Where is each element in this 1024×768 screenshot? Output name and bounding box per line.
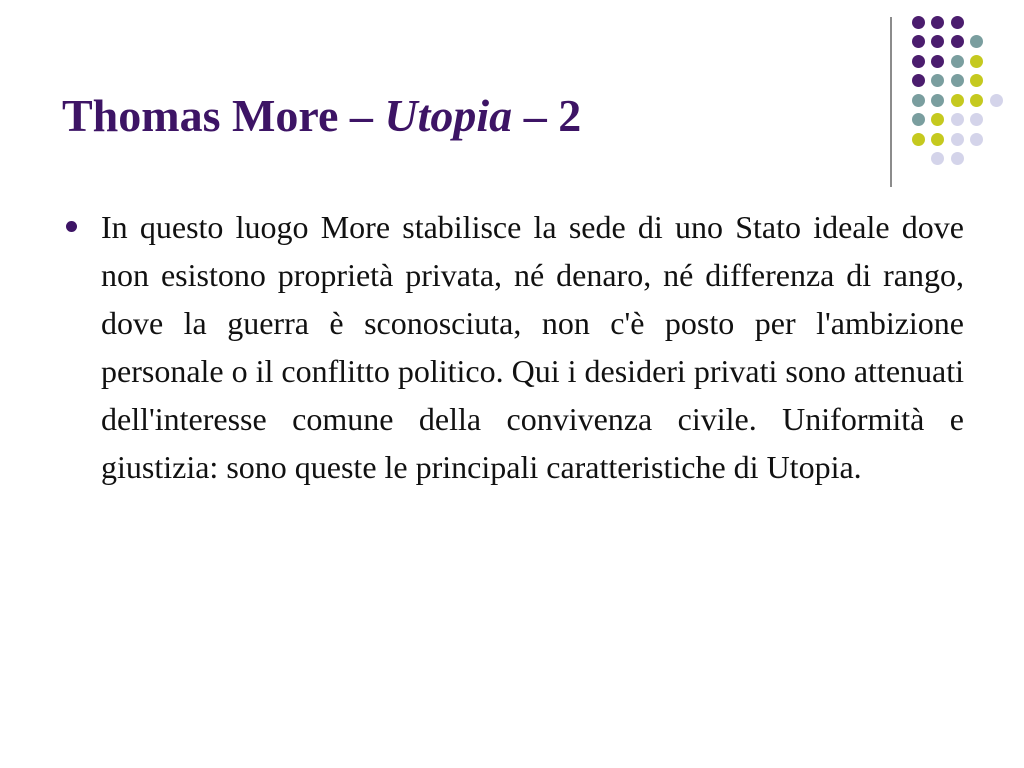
- bullet-dot-icon: [66, 221, 77, 232]
- decorative-dot: [951, 113, 964, 126]
- decorative-dot: [931, 94, 944, 107]
- decorative-dot: [912, 133, 925, 146]
- decorative-dot: [951, 74, 964, 87]
- decorative-dot: [931, 152, 944, 165]
- decorative-dot: [951, 55, 964, 68]
- decorative-dot: [951, 35, 964, 48]
- decorative-dot-grid: [0, 0, 1024, 200]
- decorative-dot: [931, 133, 944, 146]
- bullet-item: [60, 203, 964, 491]
- bullet-list: [60, 203, 964, 491]
- decorative-dot: [912, 55, 925, 68]
- decorative-dot: [912, 35, 925, 48]
- decorative-dot: [912, 113, 925, 126]
- decorative-dot: [970, 55, 983, 68]
- decorative-dot: [970, 94, 983, 107]
- decorative-dot: [951, 16, 964, 29]
- decorative-dot: [970, 35, 983, 48]
- title-italic-work: Utopia: [384, 90, 513, 141]
- decorative-dot: [912, 94, 925, 107]
- title-number: – 2: [512, 90, 582, 141]
- decorative-dot: [951, 133, 964, 146]
- decorative-dot: [912, 74, 925, 87]
- decorative-dot: [931, 16, 944, 29]
- decorative-dot: [951, 94, 964, 107]
- decorative-dot: [931, 35, 944, 48]
- decorative-dot: [931, 113, 944, 126]
- decorative-dot: [970, 113, 983, 126]
- decorative-dot: [912, 16, 925, 29]
- title-main: Thomas More –: [62, 90, 385, 141]
- bullet-text: In questo luogo More stabilisce la sede di uno Stato ideale dove non esistono proprietà privata, né denaro, né differenza di rango, dove la guerra è sconosciuta, non c'è posto per l'ambizione personale o il conflitto politico. Qui i desideri privati sono attenuati dell'interesse comune della convivenza civile. Uniformità e giustizia: sono queste le principali caratteristiche di Utopia.: [101, 209, 964, 485]
- decorative-dot: [931, 55, 944, 68]
- decorative-dot: [990, 94, 1003, 107]
- decorative-dot: [970, 133, 983, 146]
- decorative-dot: [951, 152, 964, 165]
- decorative-dot: [970, 74, 983, 87]
- decorative-dot: [931, 74, 944, 87]
